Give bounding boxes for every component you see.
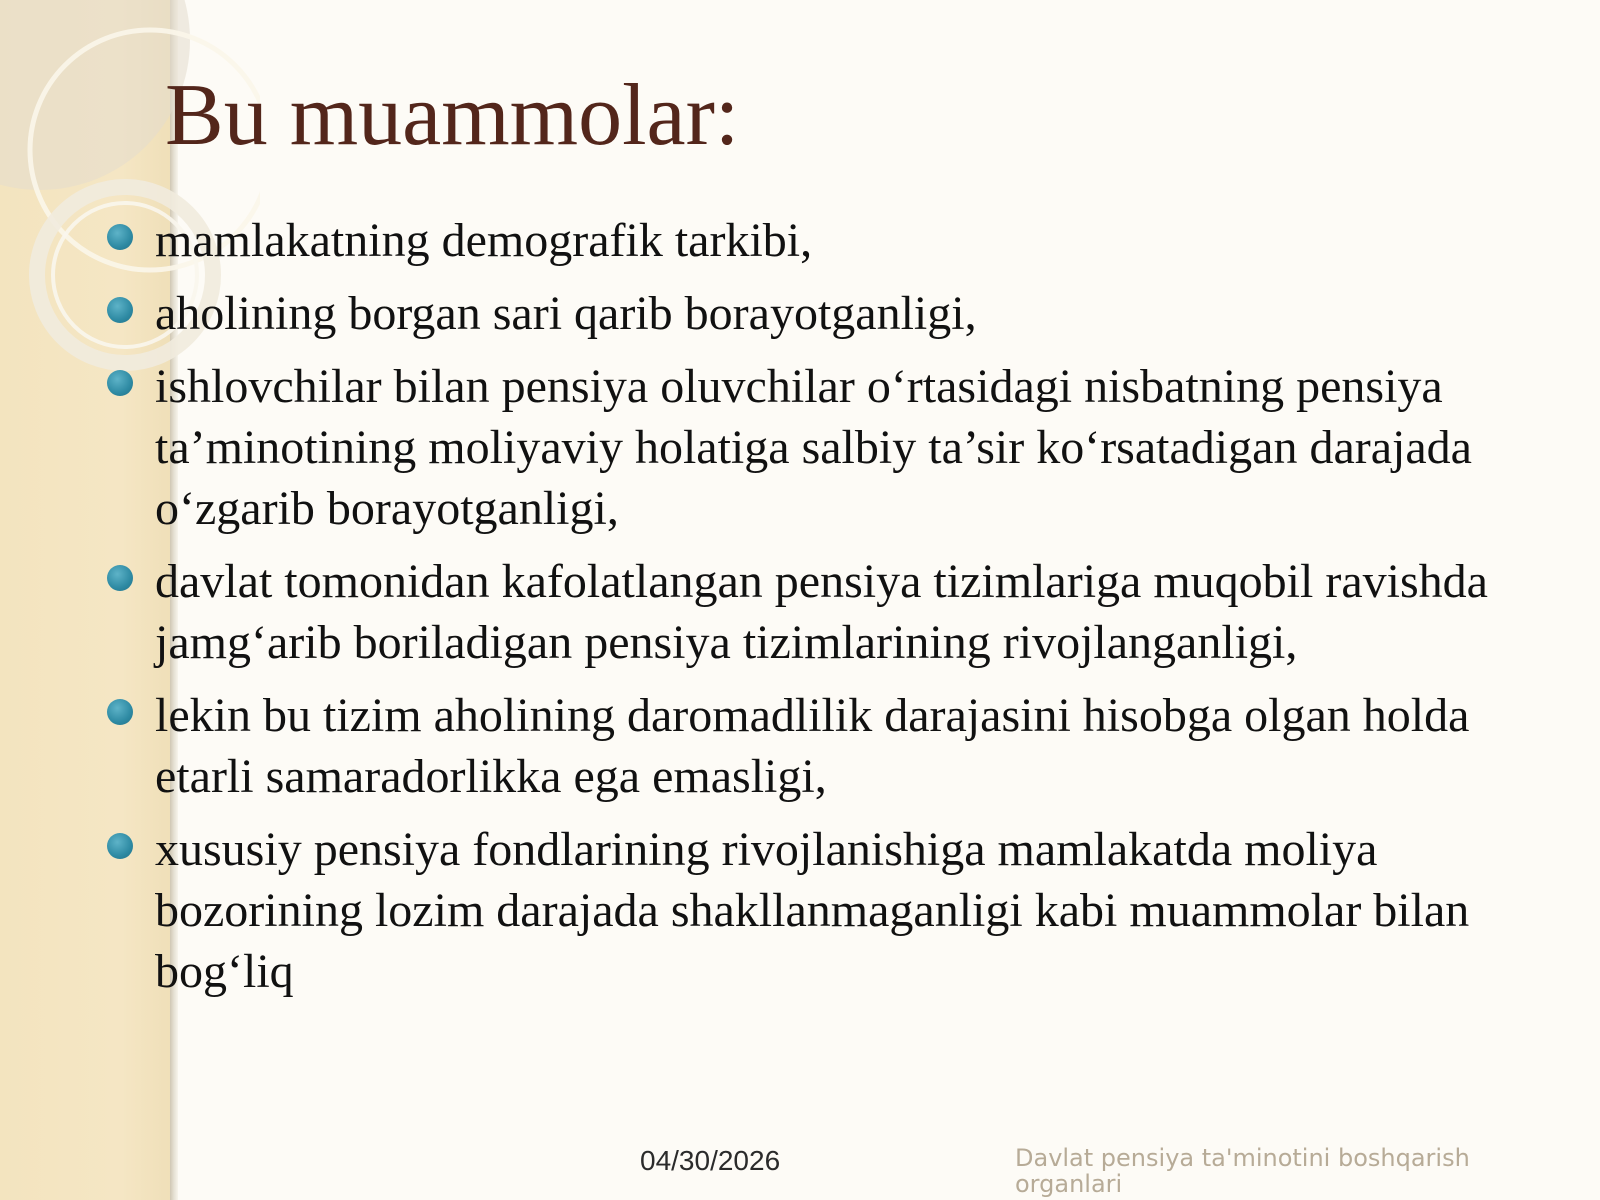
bullet-dot-icon: [107, 699, 133, 725]
bullet-text: ishlovchilar bilan pensiya oluvchilar o‘rtasidagi nisbatning pensiya ta’minotining moliyaviy holatiga salbiy ta’sir ko‘rsatadigan darajada o‘zgarib borayotganligi,: [155, 360, 1472, 535]
bullet-item: [155, 551, 1545, 673]
bullet-dot-icon: [107, 370, 133, 396]
footer-date: 04/30/2026: [640, 1145, 781, 1176]
footer-title: Davlat pensiya ta'minotini boshqarish organlari: [1015, 1144, 1470, 1198]
bullet-text: lekin bu tizim aholining daromadlilik darajasini hisobga olgan holda etarli samaradorlikka ega emasligi,: [155, 689, 1470, 803]
bullet-item: [155, 819, 1545, 1002]
bullet-dot-icon: [107, 565, 133, 591]
bullet-item: [155, 283, 1545, 344]
bullet-text: xususiy pensiya fondlarining rivojlanishiga mamlakatda moliya bozorining lozim darajada shakllanmaganligi kabi muammolar bilan bog‘liq: [155, 823, 1470, 998]
bullet-text: davlat tomonidan kafolatlangan pensiya tizimlariga muqobil ravishda jamg‘arib boriladigan pensiya tizimlarining rivojlanganligi,: [155, 555, 1488, 669]
bullet-dot-icon: [107, 297, 133, 323]
bullet-item: [155, 210, 1545, 271]
bullet-item: [155, 685, 1545, 807]
slide-title: Bu muammolar:: [165, 67, 740, 164]
bullet-text: mamlakatning demografik tarkibi,: [155, 214, 813, 267]
bullet-item: [155, 356, 1545, 539]
bullet-dot-icon: [107, 833, 133, 859]
bullet-list: [155, 210, 1545, 1014]
bullet-dot-icon: [107, 224, 133, 250]
bullet-text: aholining borgan sari qarib borayotganligi,: [155, 287, 977, 340]
